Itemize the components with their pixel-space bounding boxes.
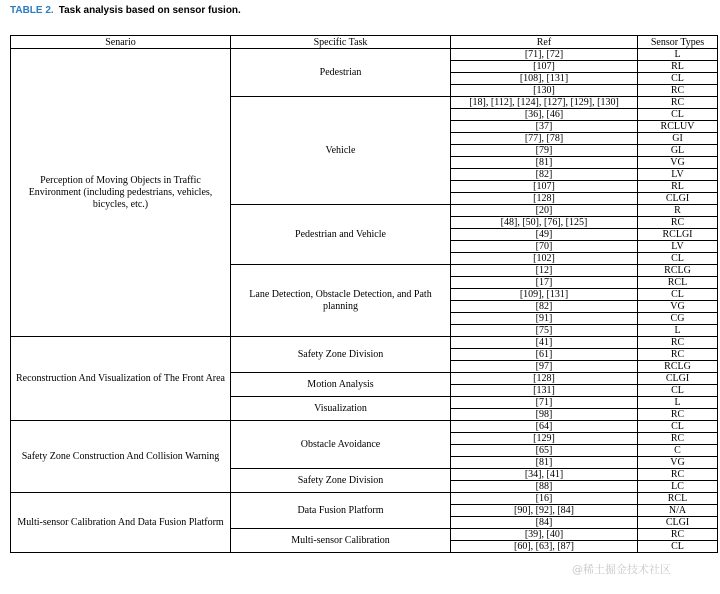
ref-cell: [49]: [451, 229, 638, 241]
ref-cell: [82]: [451, 169, 638, 181]
ref-cell: [34], [41]: [451, 469, 638, 481]
task-cell: Obstacle Avoidance: [231, 421, 451, 469]
task-cell: Vehicle: [231, 97, 451, 205]
sensor-cell: RL: [638, 181, 718, 193]
ref-cell: [82]: [451, 301, 638, 313]
sensor-cell: CLGI: [638, 193, 718, 205]
sensor-cell: GI: [638, 133, 718, 145]
header-ref: Ref: [451, 36, 638, 49]
header-scenario: Senario: [11, 36, 231, 49]
sensor-cell: RCLG: [638, 361, 718, 373]
table-row: [11, 493, 718, 505]
ref-cell: [107]: [451, 61, 638, 73]
sensor-cell: CL: [638, 385, 718, 397]
task-cell: Visualization: [231, 397, 451, 421]
sensor-cell: L: [638, 397, 718, 409]
sensor-cell: VG: [638, 457, 718, 469]
sensor-cell: RL: [638, 61, 718, 73]
ref-cell: [98]: [451, 409, 638, 421]
task-cell: Safety Zone Division: [231, 469, 451, 493]
header-sensor-types: Sensor Types: [638, 36, 718, 49]
sensor-cell: N/A: [638, 505, 718, 517]
ref-cell: [88]: [451, 481, 638, 493]
ref-cell: [97]: [451, 361, 638, 373]
sensor-cell: CLGI: [638, 373, 718, 385]
sensor-cell: CL: [638, 421, 718, 433]
sensor-cell: CL: [638, 541, 718, 553]
sensor-cell: RC: [638, 97, 718, 109]
scenario-cell: Safety Zone Construction And Collision Warning: [11, 421, 231, 493]
sensor-cell: LC: [638, 481, 718, 493]
sensor-cell: RCLGI: [638, 229, 718, 241]
sensor-cell: L: [638, 325, 718, 337]
watermark: @稀土掘金技术社区: [572, 563, 671, 576]
ref-cell: [18], [112], [124], [127], [129], [130]: [451, 97, 638, 109]
header-row: [11, 36, 718, 49]
ref-cell: [20]: [451, 205, 638, 217]
ref-cell: [16]: [451, 493, 638, 505]
sensor-cell: RCL: [638, 493, 718, 505]
table-body: [11, 49, 718, 553]
ref-cell: [36], [46]: [451, 109, 638, 121]
ref-cell: [84]: [451, 517, 638, 529]
scenario-cell: Perception of Moving Objects in Traffic Environment (including pedestrians, vehicles, bicycles, etc.): [11, 49, 231, 337]
ref-cell: [17]: [451, 277, 638, 289]
scenario-cell: Reconstruction And Visualization of The Front Area: [11, 337, 231, 421]
ref-cell: [107]: [451, 181, 638, 193]
sensor-cell: LV: [638, 241, 718, 253]
task-cell: Pedestrian: [231, 49, 451, 97]
ref-cell: [129]: [451, 433, 638, 445]
ref-cell: [109], [131]: [451, 289, 638, 301]
table-row: [11, 421, 718, 433]
ref-cell: [41]: [451, 337, 638, 349]
sensor-cell: LV: [638, 169, 718, 181]
ref-cell: [75]: [451, 325, 638, 337]
sensor-cell: CL: [638, 253, 718, 265]
sensor-fusion-table: [10, 35, 718, 553]
sensor-cell: RC: [638, 349, 718, 361]
ref-cell: [102]: [451, 253, 638, 265]
ref-cell: [131]: [451, 385, 638, 397]
ref-cell: [130]: [451, 85, 638, 97]
ref-cell: [65]: [451, 445, 638, 457]
table-row: [11, 49, 718, 61]
table-row: [11, 337, 718, 349]
ref-cell: [60], [63], [87]: [451, 541, 638, 553]
ref-cell: [79]: [451, 145, 638, 157]
ref-cell: [39], [40]: [451, 529, 638, 541]
sensor-cell: VG: [638, 157, 718, 169]
table-title: Task analysis based on sensor fusion.: [58, 5, 241, 16]
sensor-cell: CLGI: [638, 517, 718, 529]
ref-cell: [71], [72]: [451, 49, 638, 61]
sensor-cell: RCL: [638, 277, 718, 289]
sensor-cell: CL: [638, 109, 718, 121]
ref-cell: [128]: [451, 193, 638, 205]
sensor-cell: RC: [638, 337, 718, 349]
sensor-cell: RC: [638, 409, 718, 421]
sensor-cell: CG: [638, 313, 718, 325]
ref-cell: [71]: [451, 397, 638, 409]
task-cell: Safety Zone Division: [231, 337, 451, 373]
task-cell: Multi-sensor Calibration: [231, 529, 451, 553]
ref-cell: [64]: [451, 421, 638, 433]
ref-cell: [91]: [451, 313, 638, 325]
sensor-cell: RC: [638, 529, 718, 541]
sensor-cell: GL: [638, 145, 718, 157]
ref-cell: [81]: [451, 157, 638, 169]
ref-cell: [48], [50], [76], [125]: [451, 217, 638, 229]
ref-cell: [128]: [451, 373, 638, 385]
sensor-cell: RC: [638, 433, 718, 445]
ref-cell: [77], [78]: [451, 133, 638, 145]
task-cell: Pedestrian and Vehicle: [231, 205, 451, 265]
ref-cell: [37]: [451, 121, 638, 133]
ref-cell: [12]: [451, 265, 638, 277]
ref-cell: [90], [92], [84]: [451, 505, 638, 517]
sensor-cell: CL: [638, 73, 718, 85]
sensor-cell: L: [638, 49, 718, 61]
sensor-cell: RCLUV: [638, 121, 718, 133]
task-cell: Data Fusion Platform: [231, 493, 451, 529]
scenario-cell: Multi-sensor Calibration And Data Fusion Platform: [11, 493, 231, 553]
ref-cell: [61]: [451, 349, 638, 361]
table-caption: [10, 5, 241, 16]
ref-cell: [70]: [451, 241, 638, 253]
sensor-cell: RC: [638, 85, 718, 97]
ref-cell: [108], [131]: [451, 73, 638, 85]
sensor-cell: RC: [638, 469, 718, 481]
table-label: TABLE 2.: [10, 5, 54, 16]
ref-cell: [81]: [451, 457, 638, 469]
sensor-cell: RC: [638, 217, 718, 229]
sensor-cell: CL: [638, 289, 718, 301]
sensor-cell: VG: [638, 301, 718, 313]
task-cell: Motion Analysis: [231, 373, 451, 397]
sensor-cell: RCLG: [638, 265, 718, 277]
task-cell: Lane Detection, Obstacle Detection, and Path planning: [231, 265, 451, 337]
header-specific-task: Specific Task: [231, 36, 451, 49]
sensor-cell: R: [638, 205, 718, 217]
sensor-cell: C: [638, 445, 718, 457]
